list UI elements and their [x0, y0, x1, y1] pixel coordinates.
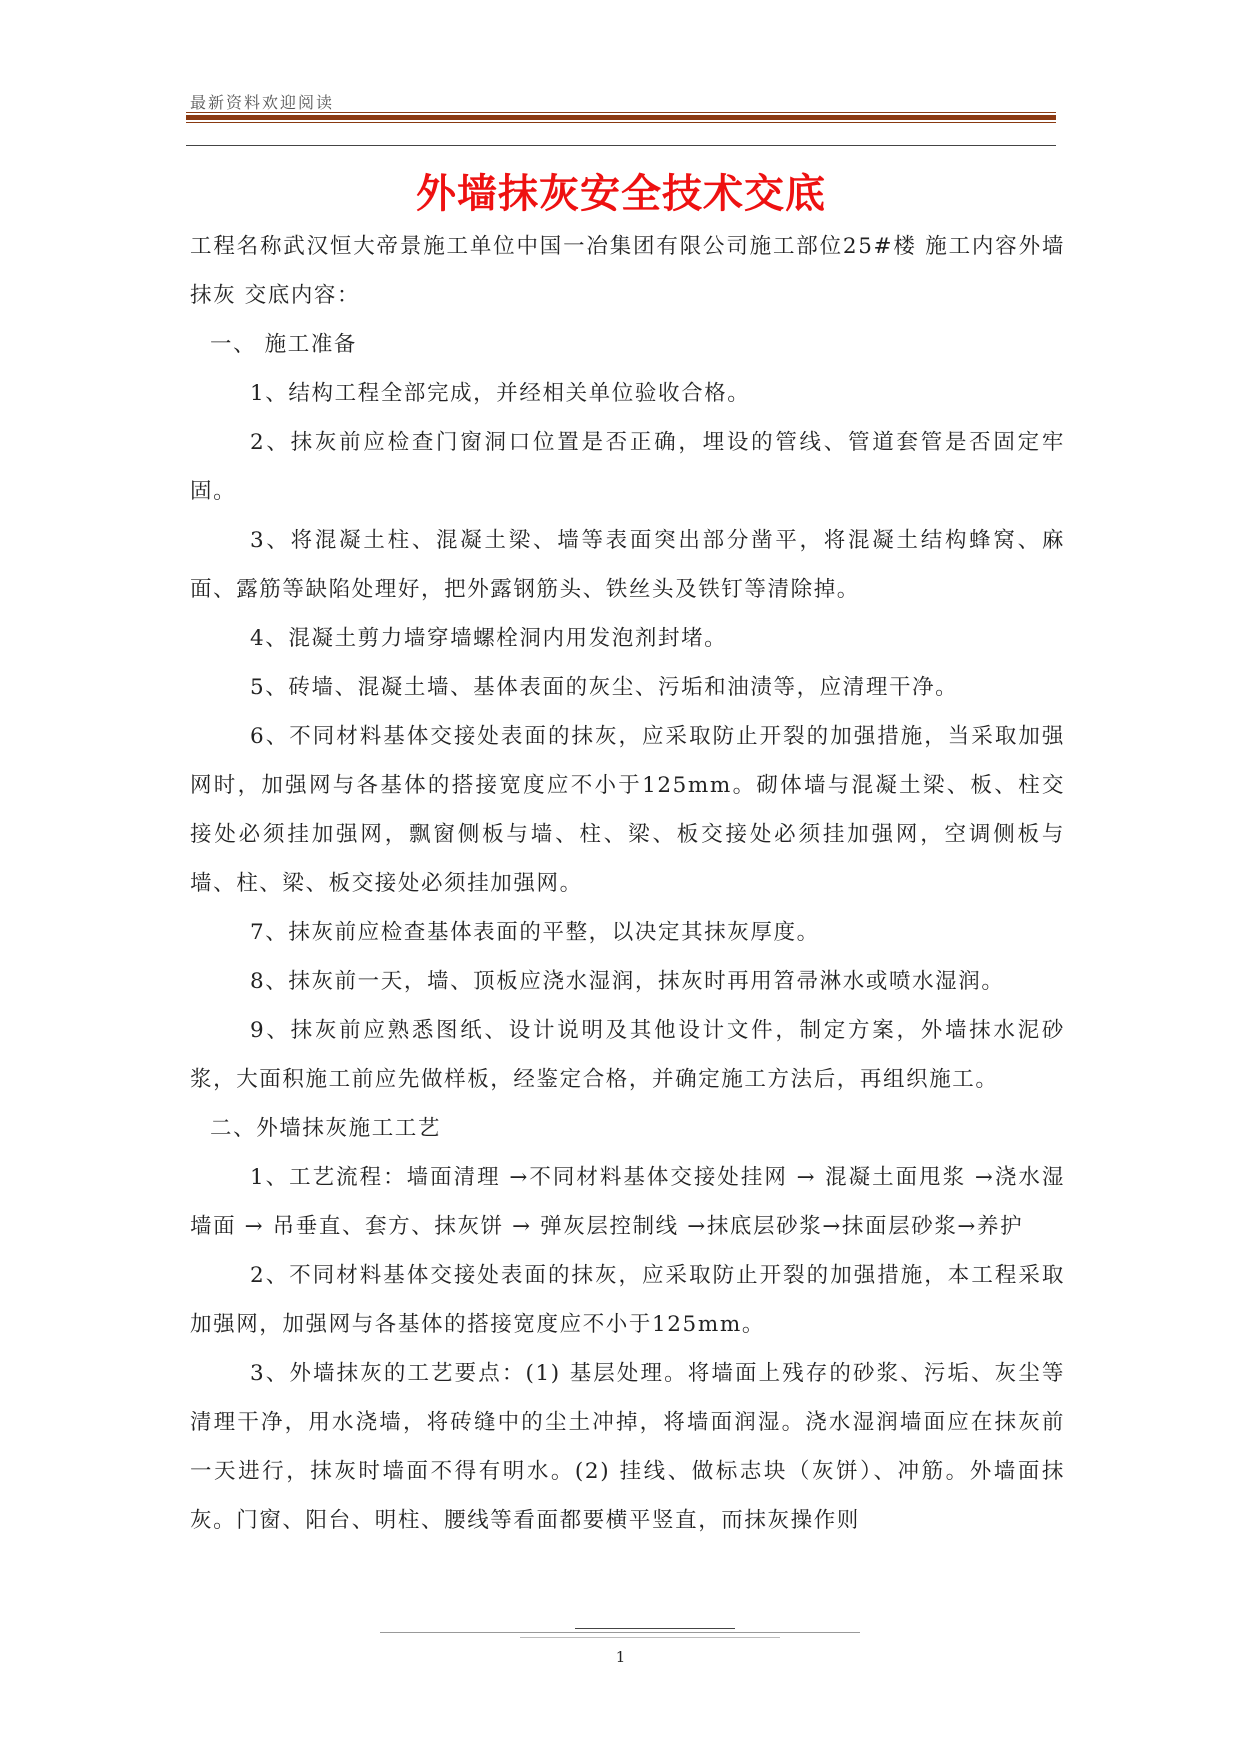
page-number: 1 [615, 1648, 626, 1666]
section-1-item: 9、抹灰前应熟悉图纸、设计说明及其他设计文件，制定方案，外墙抹水泥砂浆，大面积施工前应先做样板，经鉴定合格，并确定施工方法后，再组织施工。 [190, 1018, 1065, 1092]
page-header-text: 最新资料欢迎阅读 [190, 93, 335, 112]
footer-rule [380, 1632, 860, 1633]
section-1-item: 3、将混凝土柱、混凝土梁、墙等表面突出部分凿平，将混凝土结构蜂窝、麻面、露筋等缺陷处理好，把外露钢筋头、铁丝头及铁钉等清除掉。 [190, 528, 1065, 602]
section-1-item: 4、混凝土剪力墙穿墙螺栓洞内用发泡剂封堵。 [250, 626, 728, 651]
header-rule-thick [186, 115, 1056, 120]
section-1-item: 8、抹灰前一天，墙、顶板应浇水湿润，抹灰时再用笤帚淋水或喷水湿润。 [250, 969, 1005, 994]
header-rule-top [186, 112, 1056, 113]
section-2-item: 3、外墙抹灰的工艺要点：(1) 基层处理。将墙面上残存的砂浆、污垢、灰尘等清理干净，用水浇墙，将砖缝中的尘土冲掉，将墙面润湿。浇水湿润墙面应在抹灰前一天进行，抹灰时墙面不得有明水。(2) 挂线、做标志块（灰饼）、冲筋。外墙面抹灰。门窗、阳台、明柱、腰线等看面都要横平竖直，而抹灰操作则 [190, 1361, 1065, 1533]
section-2-item: 2、不同材料基体交接处表面的抹灰，应采取防止开裂的加强措施，本工程采取加强网，加强网与各基体的搭接宽度应不小于125mm。 [190, 1263, 1065, 1337]
section-1-item: 5、砖墙、混凝土墙、基体表面的灰尘、污垢和油渍等，应清理干净。 [250, 675, 959, 700]
section-1-heading: 一、 施工准备 [210, 332, 358, 357]
section-1-item: 7、抹灰前应检查基体表面的平整，以决定其抹灰厚度。 [250, 920, 820, 945]
footer-rule-dark [575, 1628, 735, 1629]
section-2-item: 1、工艺流程：墙面清理 →不同材料基体交接处挂网 → 混凝土面甩浆 →浇水湿墙面 → 吊垂直、套方、抹灰饼 → 弹灰层控制线 →抹底层砂浆→抹面层砂浆→养护 [190, 1165, 1065, 1239]
section-1-item: 6、不同材料基体交接处表面的抹灰，应采取防止开裂的加强措施，当采取加强网时，加强网与各基体的搭接宽度应不小于125mm。砌体墙与混凝土梁、板、柱交接处必须挂加强网，飘窗侧板与墙、柱、梁、板交接处必须挂加强网，空调侧板与墙、柱、梁、板交接处必须挂加强网。 [190, 724, 1065, 896]
section-2-heading: 二、外墙抹灰施工工艺 [210, 1116, 442, 1141]
section-1-item: 2、抹灰前应检查门窗洞口位置是否正确，埋设的管线、管道套管是否固定牢固。 [190, 430, 1065, 504]
header-rule-bottom [186, 122, 1056, 123]
header-underline [186, 145, 1056, 146]
document-body [190, 222, 1065, 1545]
intro-paragraph: 工程名称武汉恒大帝景施工单位中国一冶集团有限公司施工部位25#楼 施工内容外墙抹灰 交底内容： [190, 234, 1065, 308]
footer-rule-light [520, 1637, 780, 1638]
document-title: 外墙抹灰安全技术交底 [416, 171, 826, 217]
section-1-item: 1、结构工程全部完成，并经相关单位验收合格。 [250, 381, 751, 406]
